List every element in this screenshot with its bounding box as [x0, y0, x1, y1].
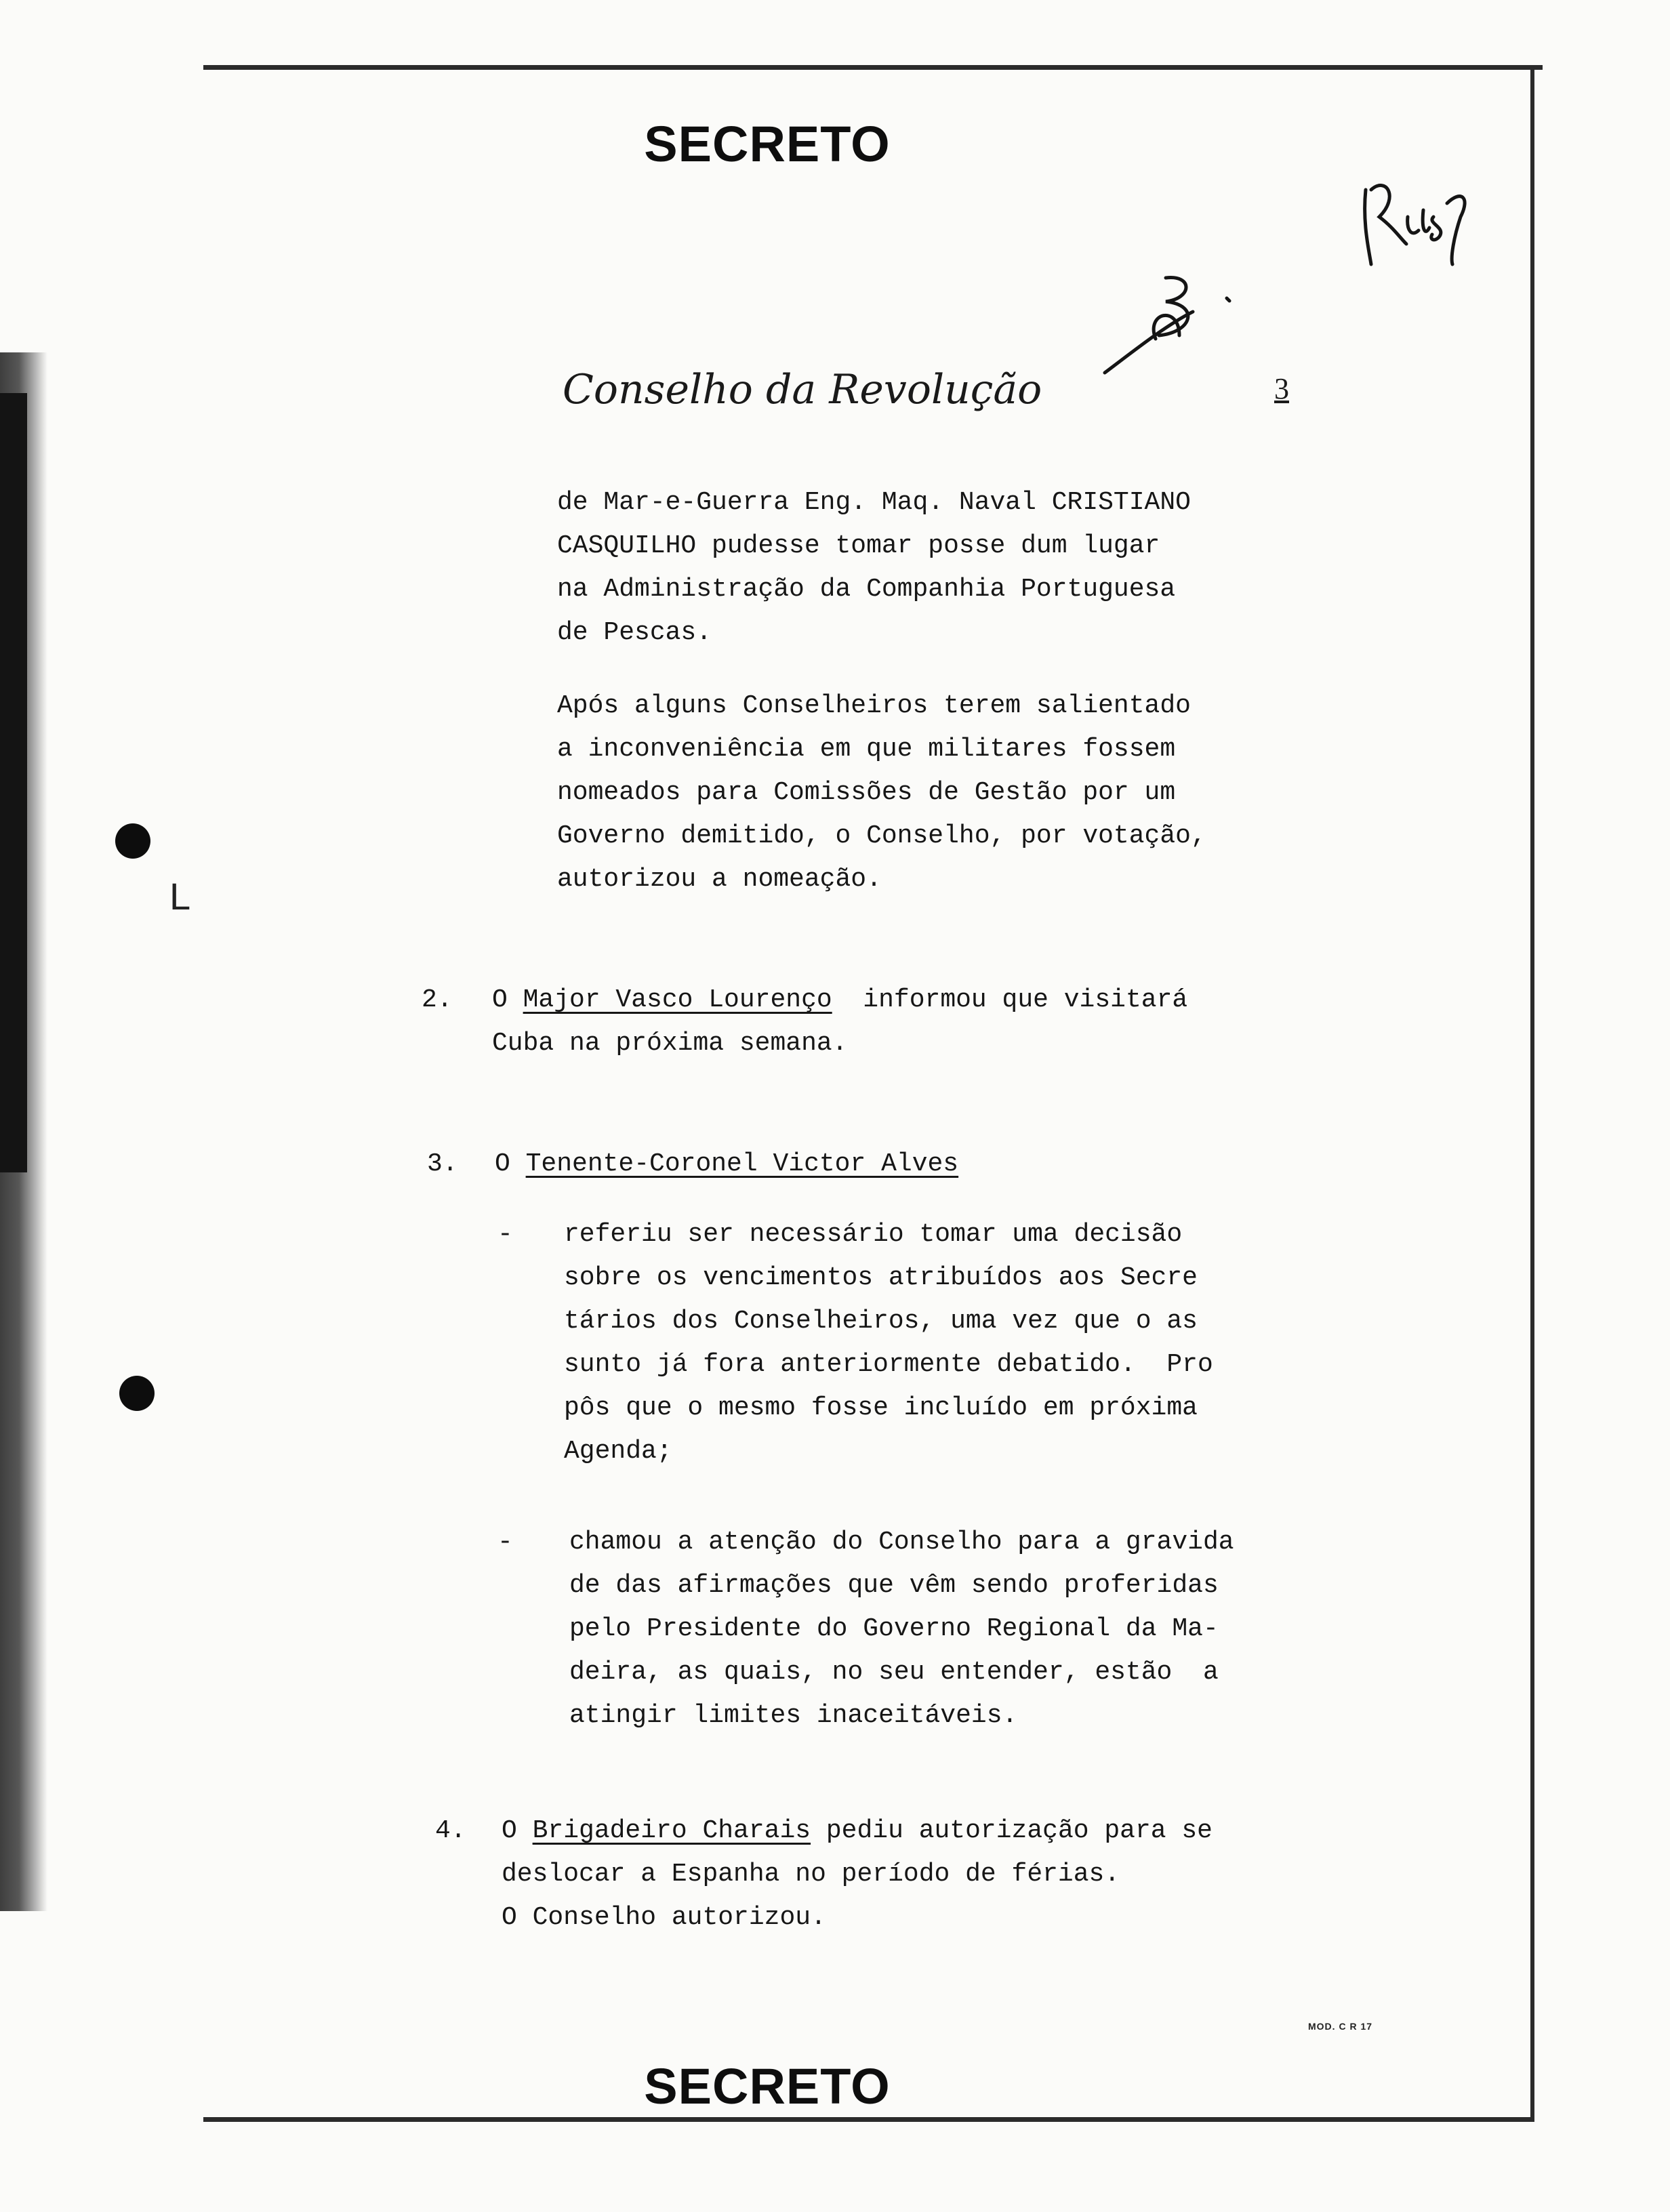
page-frame-bottom — [203, 2117, 1534, 2122]
margin-mark: L — [169, 875, 191, 918]
classification-top: SECRETO — [644, 116, 891, 172]
page-frame-top — [203, 65, 1543, 70]
text-line: na Administração da Companhia Portuguesa — [557, 575, 1176, 604]
text-line: pelo Presidente do Governo Regional da Ma- — [569, 1614, 1219, 1643]
text-line: Cuba na próxima semana. — [492, 1029, 848, 1058]
text-line: Agenda; — [564, 1437, 672, 1466]
punch-hole-bottom — [119, 1376, 155, 1411]
item-3-heading — [495, 1143, 958, 1186]
list-dash: - — [497, 1220, 513, 1249]
binding-edge-dark — [0, 393, 27, 1172]
item-2-paragraph — [492, 979, 1187, 1065]
text-line: Após alguns Conselheiros terem salientado — [557, 691, 1191, 720]
text-line: O Tenente-Coronel Victor Alves — [495, 1149, 959, 1179]
item-number: 4. — [435, 1816, 466, 1845]
punch-hole-top — [115, 823, 150, 859]
letterhead-title: Conselho da Revolução — [563, 366, 1042, 413]
text-line: pôs que o mesmo fosse incluído em próxima — [564, 1393, 1198, 1422]
item-3-point-1 — [564, 1213, 1213, 1473]
continuation-paragraph — [557, 481, 1191, 655]
text-line: deira, as quais, no seu entender, estão a — [569, 1658, 1219, 1687]
classification-bottom: SECRETO — [644, 2058, 891, 2114]
item-number: 2. — [422, 985, 453, 1015]
text-line: sobre os vencimentos atribuídos aos Secre — [564, 1263, 1198, 1292]
text-line: autorizou a nomeação. — [557, 865, 882, 894]
text-line: deslocar a Espanha no período de férias. — [502, 1860, 1120, 1889]
signature — [1091, 271, 1247, 386]
text-line: atingir limites inaceitáveis. — [569, 1701, 1018, 1730]
text-line: CASQUILHO pudesse tomar posse dum lugar — [557, 531, 1160, 560]
text-line: de das afirmações que vêm sendo proferidas — [569, 1571, 1219, 1600]
page-number: 3 — [1274, 372, 1289, 405]
speaker-name: Tenente-Coronel Victor Alves — [525, 1149, 959, 1179]
item-3-point-2 — [569, 1521, 1234, 1738]
decision-paragraph — [557, 684, 1206, 901]
item-4-paragraph — [502, 1809, 1213, 1940]
text-line: Governo demitido, o Conselho, por votação, — [557, 821, 1206, 851]
text-line: O Conselho autorizou. — [502, 1903, 826, 1932]
text-line: de Mar-e-Guerra Eng. Maq. Naval CRISTIANO — [557, 488, 1191, 517]
text-line: tários dos Conselheiros, uma vez que o as — [564, 1307, 1198, 1336]
text-line: nomeados para Comissões de Gestão por um — [557, 778, 1176, 807]
text-line: sunto já fora anteriormente debatido. Pro — [564, 1350, 1213, 1379]
speaker-name: Major Vasco Lourenço — [523, 985, 832, 1015]
speaker-name: Brigadeiro Charais — [532, 1816, 811, 1845]
text-line: O Major Vasco Lourenço informou que visitará — [492, 985, 1188, 1015]
handwritten-initials — [1359, 163, 1474, 271]
text-line: a inconveniência em que militares fossem — [557, 735, 1176, 764]
page-frame-right — [1530, 65, 1534, 2122]
item-number: 3. — [427, 1149, 458, 1179]
list-dash: - — [497, 1528, 513, 1557]
text-line: de Pescas. — [557, 618, 712, 647]
form-code: MOD. C R 17 — [1308, 2021, 1373, 2032]
text-line: O Brigadeiro Charais pediu autorização para se — [502, 1816, 1213, 1845]
text-line: referiu ser necessário tomar uma decisão — [564, 1220, 1183, 1249]
text-line: chamou a atenção do Conselho para a gravida — [569, 1528, 1234, 1557]
